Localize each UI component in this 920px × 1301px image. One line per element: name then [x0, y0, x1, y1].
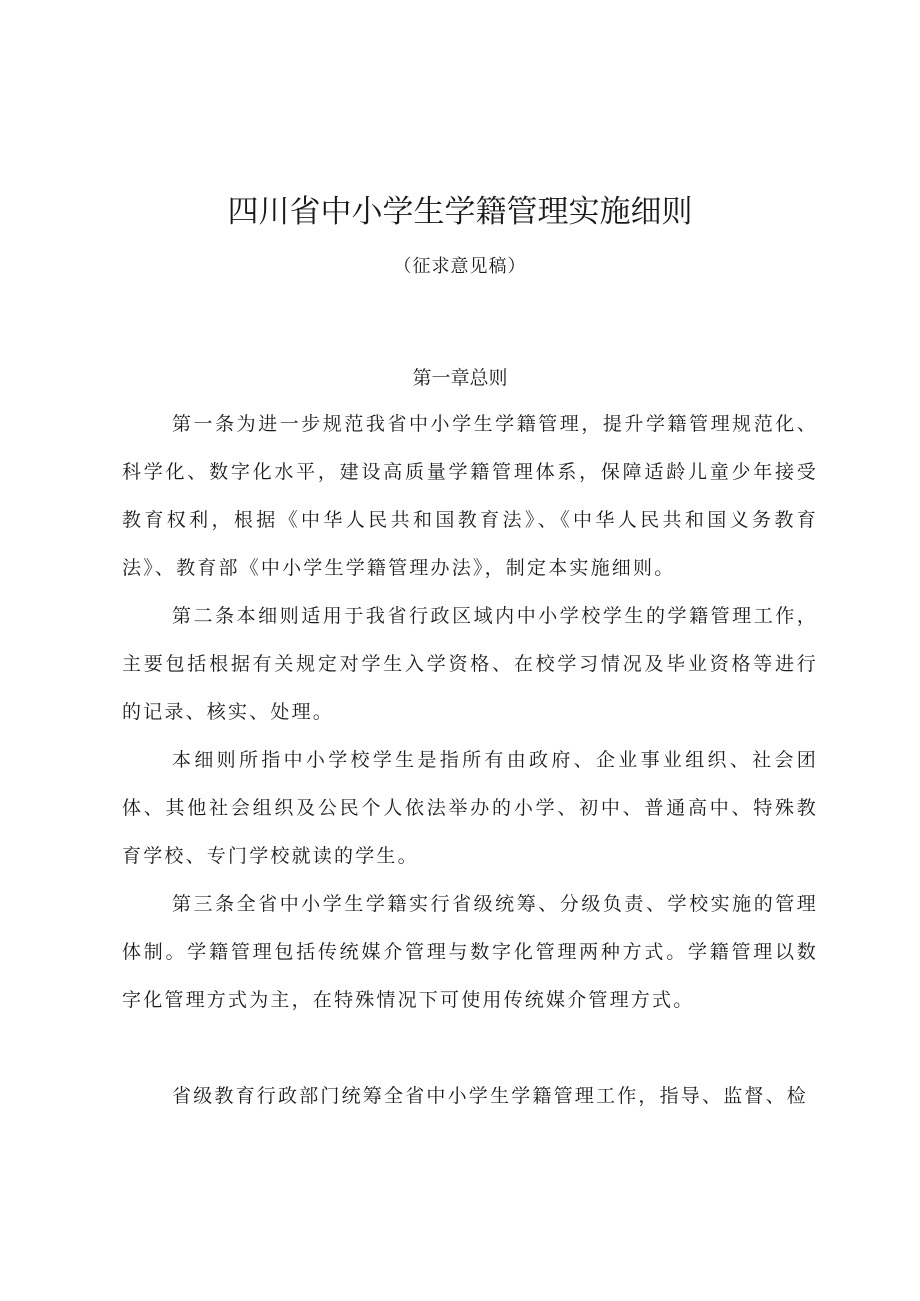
paragraph-article-3: 第三条全省中小学生学籍实行省级统筹、分级负责、学校实施的管理体制。学籍管理包括传统媒介管理与数字化管理两种方式。学籍管理以数字化管理方式为主，在特殊情况下可使用传统媒介管理方式。: [122, 893, 818, 1011]
chapter-heading: 第一章总则: [412, 367, 508, 389]
paragraph-article-1: 第一条为进一步规范我省中小学生学籍管理，提升学籍管理规范化、科学化、数字化水平，建设高质量学籍管理体系，保障适龄儿童少年接受教育权利，根据《中华人民共和国教育法》、《中华人民共和国义务教育法》、教育部《中小学生学籍管理办法》，制定本实施细则。: [122, 413, 818, 579]
paragraph-article-2: 第二条本细则适用于我省行政区域内中小学校学生的学籍管理工作，主要包括根据有关规定对学生入学资格、在校学习情况及毕业资格等进行的记录、核实、处理。: [122, 605, 818, 723]
document-title: 四川省中小学生学籍管理实施细则: [227, 194, 693, 230]
paragraph-scope-definition: 本细则所指中小学校学生是指所有由政府、企业事业组织、社会团体、其他社会组织及公民个人依法举办的小学、初中、普通高中、特殊教育学校、专门学校就读的学生。: [122, 749, 818, 867]
paragraph-provincial-duties: 省级教育行政部门统筹全省中小学生学籍管理工作，指导、监督、检: [172, 1085, 809, 1107]
body-text-block-continued: [122, 1072, 818, 1120]
document-subtitle: （征求意见稿）: [393, 256, 527, 277]
body-text-block: [122, 400, 818, 1024]
